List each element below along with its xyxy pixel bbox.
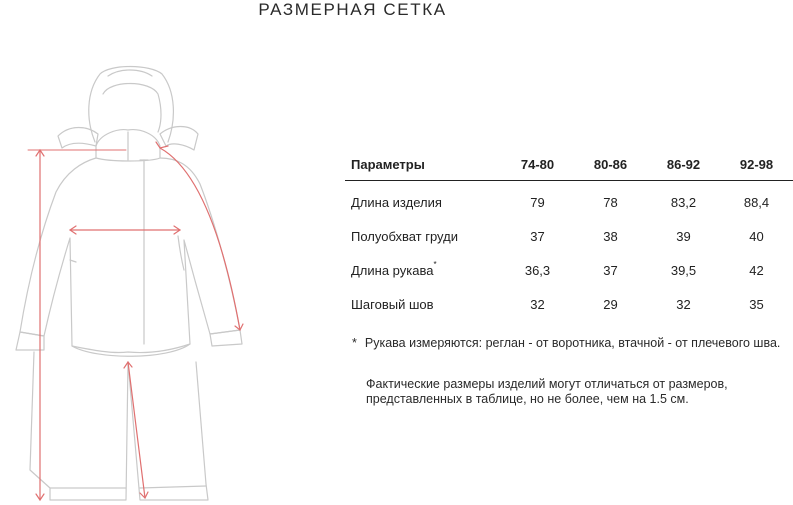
table-cell: 32 bbox=[530, 296, 545, 312]
table-cell: 32 bbox=[676, 296, 691, 312]
table-cell: 83,2 bbox=[670, 194, 697, 210]
row-label: Длина рукава bbox=[351, 262, 434, 278]
footnote-marker: * bbox=[352, 336, 357, 350]
table-cell: 78 bbox=[603, 194, 618, 210]
table-cell: 39 bbox=[676, 228, 691, 244]
column-header-size: 80-86 bbox=[593, 156, 628, 172]
row-label-with-marker bbox=[345, 253, 501, 287]
sleeve-measure-line bbox=[160, 148, 240, 330]
column-header-size: 74-80 bbox=[520, 156, 555, 172]
table-cell: 37 bbox=[603, 262, 618, 278]
table-cell: 39,5 bbox=[670, 262, 697, 278]
size-table bbox=[345, 148, 793, 321]
table-cell: 79 bbox=[530, 194, 545, 210]
column-header-parameters: Параметры bbox=[351, 156, 425, 172]
column-header-size: 92-98 bbox=[739, 156, 774, 172]
table-cell: 35 bbox=[749, 296, 764, 312]
page-title: РАЗМЕРНАЯ СЕТКА bbox=[258, 0, 447, 19]
table-header-row bbox=[345, 148, 793, 181]
row-label: Шаговый шов bbox=[351, 296, 434, 312]
table-row bbox=[345, 219, 793, 253]
disclaimer bbox=[366, 377, 728, 407]
garment-outline bbox=[16, 67, 242, 501]
table-cell: 38 bbox=[603, 228, 618, 244]
table-cell: 37 bbox=[530, 228, 545, 244]
row-label: Полуобхват груди bbox=[351, 228, 458, 244]
table-row bbox=[345, 181, 793, 220]
footnote-text: Рукава измеряются: реглан - от воротника, втачной - от плечевого шва. bbox=[364, 336, 781, 350]
footnote bbox=[352, 336, 780, 350]
footnote-marker: * bbox=[433, 259, 437, 269]
table-cell: 88,4 bbox=[743, 194, 770, 210]
disclaimer-line: представленных в таблице, но не более, чем на 1.5 см. bbox=[366, 392, 689, 406]
table-row bbox=[345, 287, 793, 321]
table-cell: 42 bbox=[749, 262, 764, 278]
table-row bbox=[345, 253, 793, 287]
row-label: Длина изделия bbox=[351, 194, 442, 210]
table-cell: 29 bbox=[603, 296, 618, 312]
inseam-measure-line bbox=[128, 362, 145, 498]
table-cell: 40 bbox=[749, 228, 764, 244]
disclaimer-line: Фактические размеры изделий могут отличаться от размеров, bbox=[366, 377, 728, 391]
table-cell: 36,3 bbox=[524, 262, 551, 278]
column-header-size: 86-92 bbox=[666, 156, 701, 172]
